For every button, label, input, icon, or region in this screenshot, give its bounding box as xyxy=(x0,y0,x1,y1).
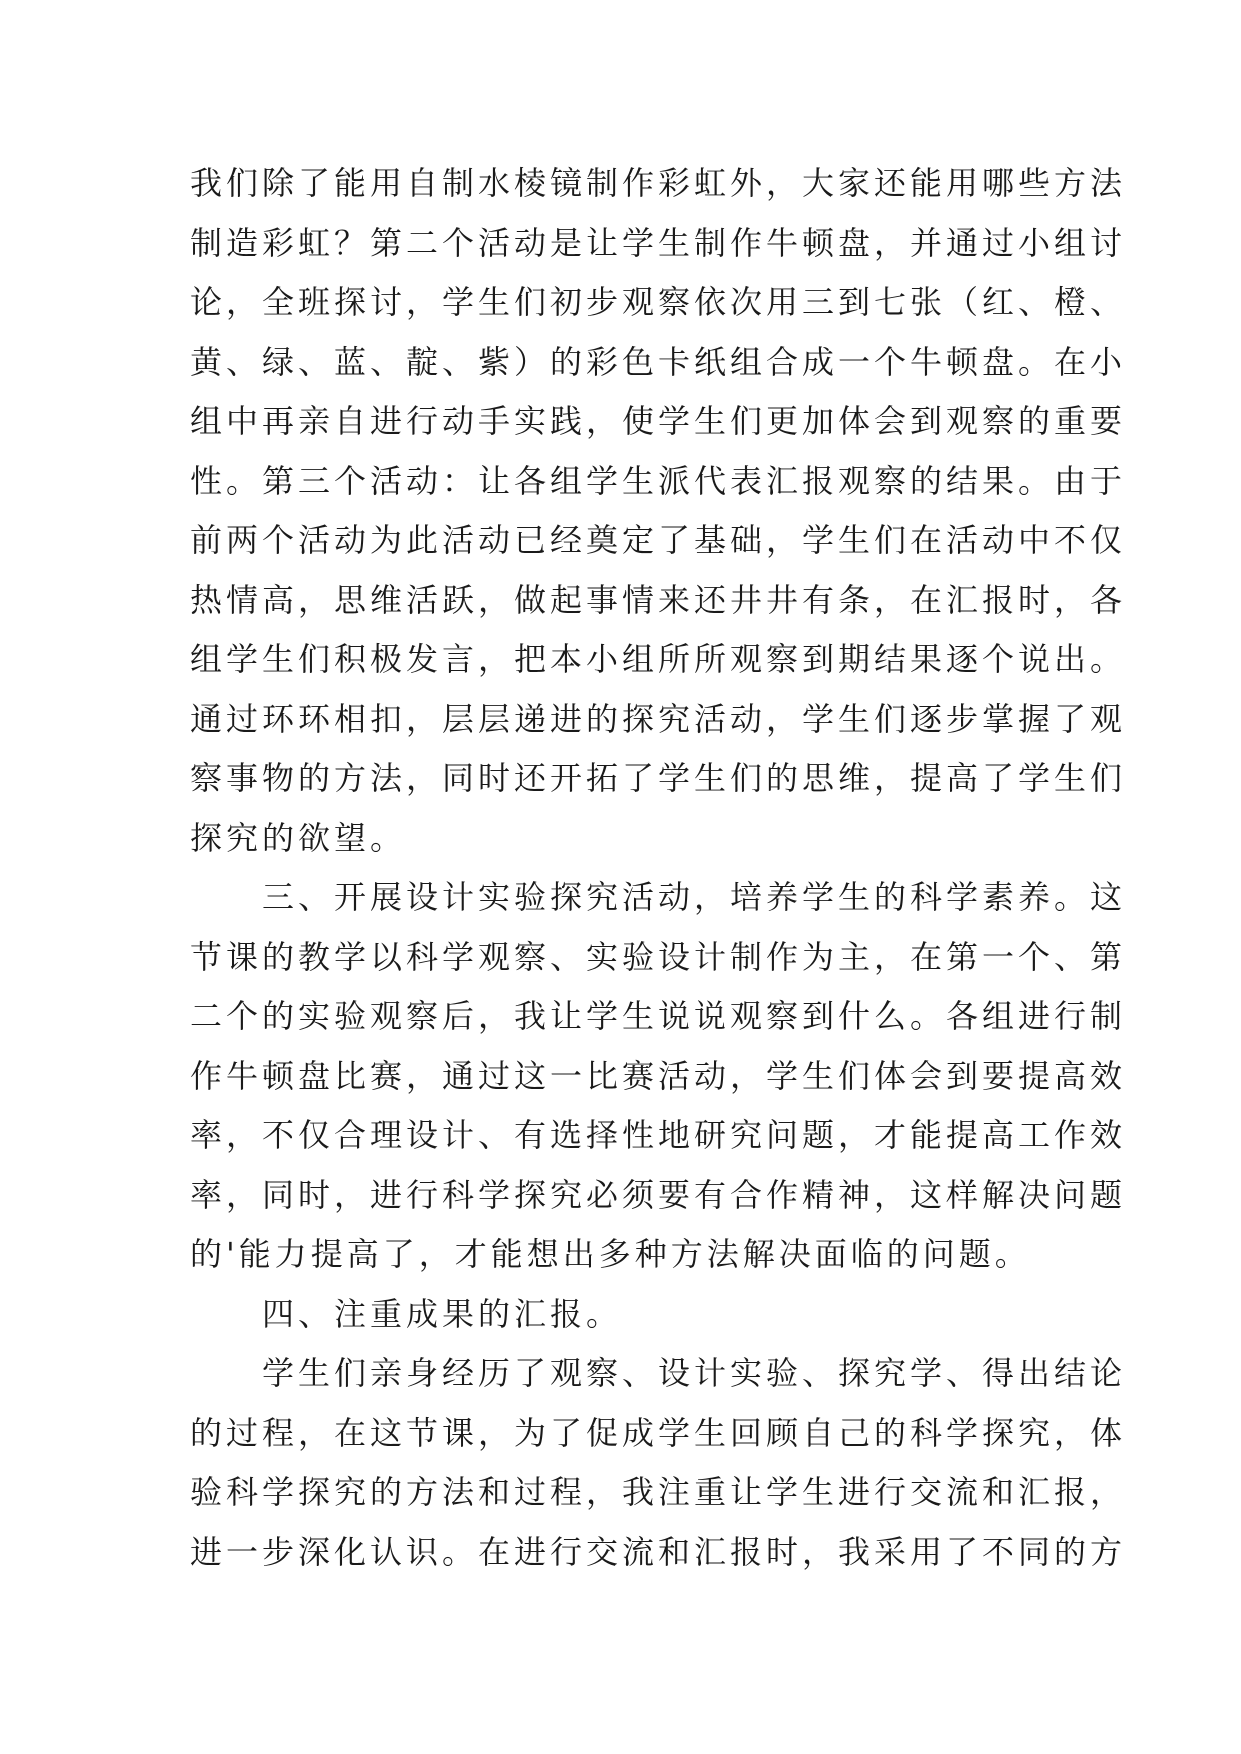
text-line: 作牛顿盘比赛，通过这一比赛活动，学生们体会到要提高效 xyxy=(190,1056,1127,1095)
text-line: 通过环环相扣，层层递进的探究活动，学生们逐步掌握了观 xyxy=(190,699,1127,738)
text-line: 的过程，在这节课，为了促成学生回顾自己的科学探究，体 xyxy=(190,1413,1127,1452)
text-line: 三、开展设计实验探究活动，培养学生的科学素养。这 xyxy=(262,878,1127,916)
text-line: 的'能力提高了，才能想出多种方法解决面临的问题。 xyxy=(190,1235,1031,1273)
text-line: 制造彩虹？第二个活动是让学生制作牛顿盘，并通过小组讨 xyxy=(190,223,1127,262)
section-heading: 四、注重成果的汇报。 xyxy=(262,1294,623,1333)
text-line: 我们除了能用自制水棱镜制作彩虹外，大家还能用哪些方法 xyxy=(190,164,1127,202)
text-line: 前两个活动为此活动已经奠定了基础，学生们在活动中不仅 xyxy=(190,521,1127,559)
text-line: 率，同时，进行科学探究必须要有合作精神，这样解决问题 xyxy=(190,1175,1127,1214)
text-line: 性。第三个活动：让各组学生派代表汇报观察的结果。由于 xyxy=(190,461,1127,500)
text-line: 论，全班探讨，学生们初步观察依次用三到七张（红、橙、 xyxy=(190,283,1127,321)
document-body xyxy=(190,154,1127,1582)
paragraph-section-three xyxy=(190,868,1127,1285)
text-line: 二个的实验观察后，我让学生说说观察到什么。各组进行制 xyxy=(190,997,1127,1035)
paragraph-reporting xyxy=(190,1344,1127,1582)
text-line: 察事物的方法，同时还开拓了学生们的思维，提高了学生们 xyxy=(190,759,1127,797)
text-line: 探究的欲望。 xyxy=(190,818,407,857)
paragraph-activities xyxy=(190,154,1127,868)
text-line: 组学生们积极发言，把本小组所所观察到期结果逐个说出。 xyxy=(190,640,1127,678)
text-line: 热情高，思维活跃，做起事情来还井井有条，在汇报时，各 xyxy=(190,580,1127,619)
text-line: 学生们亲身经历了观察、设计实验、探究学、得出结论 xyxy=(262,1354,1127,1392)
text-line: 组中再亲自进行动手实践，使学生们更加体会到观察的重要 xyxy=(190,402,1127,440)
text-line: 黄、绿、蓝、靛、紫）的彩色卡纸组合成一个牛顿盘。在小 xyxy=(190,342,1127,381)
paragraph-section-four-heading xyxy=(190,1285,1070,1345)
text-line: 节课的教学以科学观察、实验设计制作为主，在第一个、第 xyxy=(190,937,1127,976)
text-line: 率，不仅合理设计、有选择性地研究问题，才能提高工作效 xyxy=(190,1116,1127,1154)
text-line: 进一步深化认识。在进行交流和汇报时，我采用了不同的方 xyxy=(190,1532,1127,1571)
text-line: 验科学探究的方法和过程，我注重让学生进行交流和汇报， xyxy=(190,1473,1127,1511)
